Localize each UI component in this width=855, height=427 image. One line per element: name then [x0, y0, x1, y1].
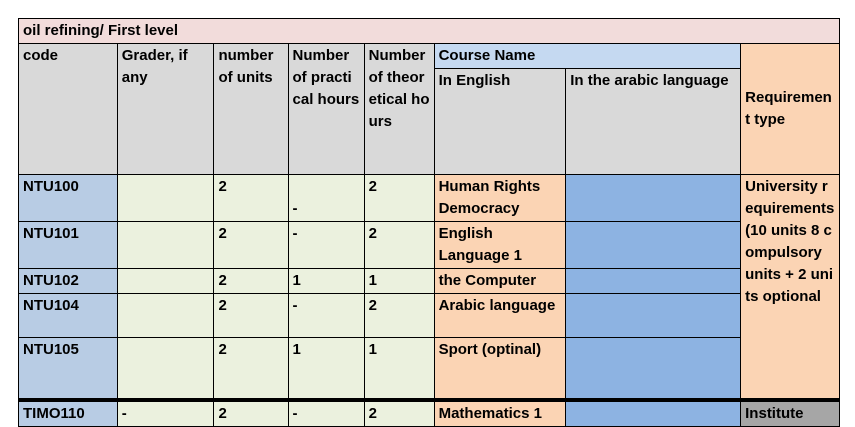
cell-grader: -: [117, 400, 214, 427]
cell-practical: -: [288, 294, 364, 338]
table-row: [19, 338, 840, 400]
table-row: [19, 400, 840, 427]
cell-english: Sport (optinal): [434, 338, 566, 400]
cell-english: English Language 1: [434, 222, 566, 269]
cell-theoretical: 2: [364, 400, 434, 427]
header-grader: Grader, if any: [117, 44, 214, 175]
cell-english: Mathematics 1: [434, 400, 566, 427]
table-title: oil refining/ First level: [19, 19, 840, 44]
header-english: In English: [434, 69, 566, 175]
cell-university-requirement: University requirements (10 units 8 compulsory units + 2 units optional: [741, 175, 840, 400]
course-table: [18, 18, 840, 427]
cell-code: NTU105: [19, 338, 118, 400]
cell-arabic: [566, 400, 741, 427]
cell-practical: -: [288, 175, 364, 222]
cell-code: NTU104: [19, 294, 118, 338]
cell-units: 2: [214, 269, 288, 294]
cell-units: 2: [214, 222, 288, 269]
cell-grader: [117, 294, 214, 338]
cell-units: 2: [214, 400, 288, 427]
table-row: [19, 294, 840, 338]
cell-practical: -: [288, 222, 364, 269]
cell-code: TIMO110: [19, 400, 118, 427]
cell-english: Arabic language: [434, 294, 566, 338]
cell-grader: [117, 269, 214, 294]
header-requirement-type: Requirement type: [741, 44, 840, 175]
cell-units: 2: [214, 175, 288, 222]
header-theoretical: Number of theoretical hours: [364, 44, 434, 175]
cell-code: NTU101: [19, 222, 118, 269]
cell-practical: 1: [288, 338, 364, 400]
cell-arabic: [566, 175, 741, 222]
cell-code: NTU102: [19, 269, 118, 294]
header-code: code: [19, 44, 118, 175]
cell-arabic: [566, 269, 741, 294]
cell-units: 2: [214, 294, 288, 338]
header-course-name: Course Name: [434, 44, 741, 69]
table-row: [19, 175, 840, 222]
table-row: [19, 269, 840, 294]
cell-english: Human Rights Democracy: [434, 175, 566, 222]
cell-arabic: [566, 294, 741, 338]
cell-theoretical: 2: [364, 294, 434, 338]
cell-english: the Computer: [434, 269, 566, 294]
cell-theoretical: 1: [364, 269, 434, 294]
cell-practical: 1: [288, 269, 364, 294]
cell-grader: [117, 338, 214, 400]
cell-theoretical: 2: [364, 175, 434, 222]
header-practical: Number of practical hours: [288, 44, 364, 175]
header-arabic: In the arabic language: [566, 69, 741, 175]
cell-practical: -: [288, 400, 364, 427]
header-units: number of units: [214, 44, 288, 175]
table-row: [19, 222, 840, 269]
cell-grader: [117, 222, 214, 269]
cell-arabic: [566, 222, 741, 269]
cell-arabic: [566, 338, 741, 400]
cell-grader: [117, 175, 214, 222]
cell-theoretical: 2: [364, 222, 434, 269]
cell-institute-requirement: Institute: [741, 400, 840, 427]
cell-units: 2: [214, 338, 288, 400]
cell-code: NTU100: [19, 175, 118, 222]
cell-theoretical: 1: [364, 338, 434, 400]
